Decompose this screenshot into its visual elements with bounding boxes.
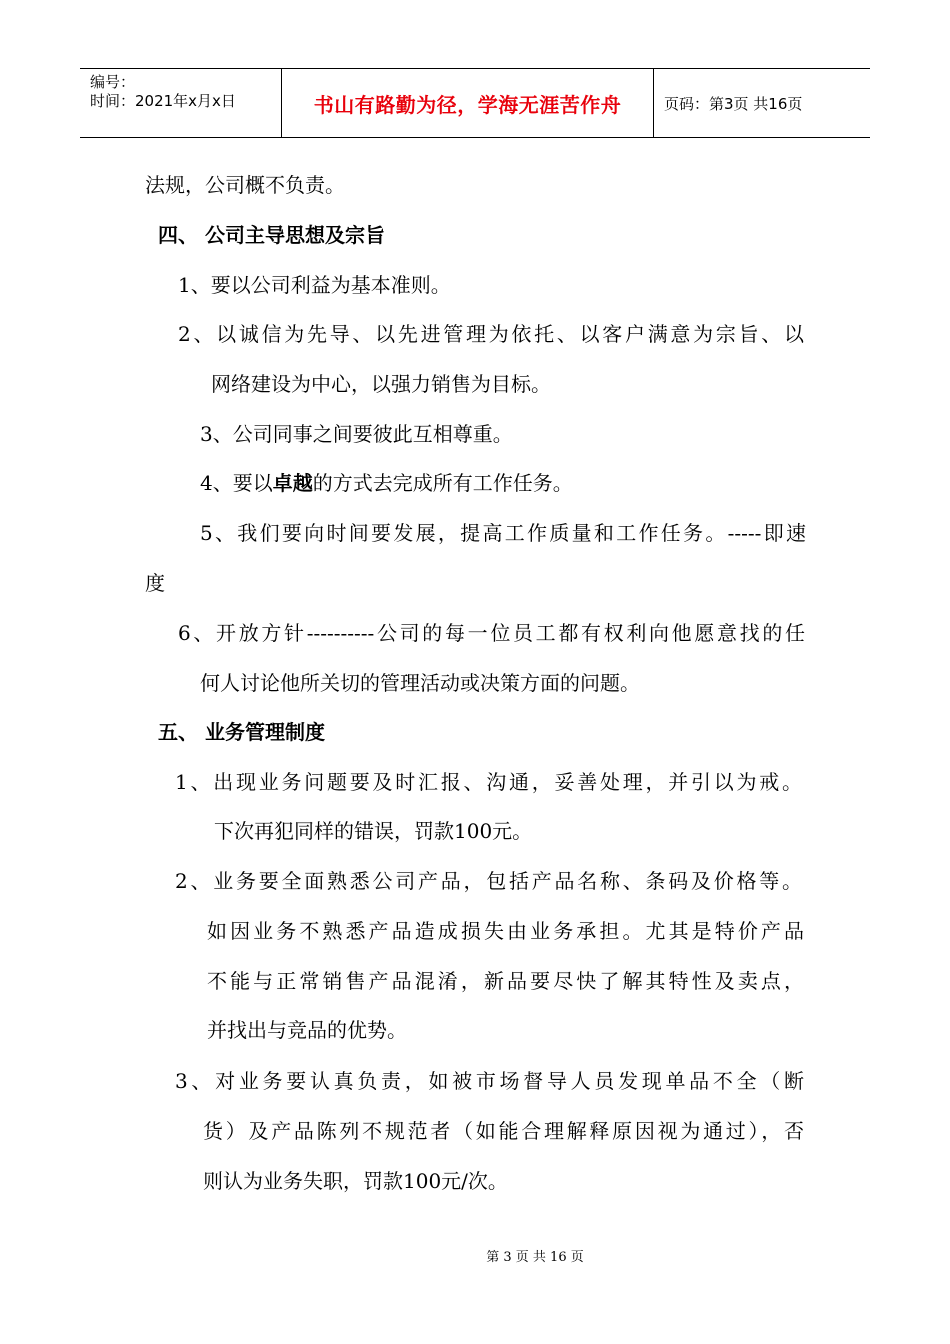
section-4-item-2-line-2: 网络建设为中心，以强力销售为目标。 — [211, 372, 551, 396]
document-header-table — [80, 68, 870, 138]
continuation-text: 法规，公司概不负责。 — [145, 173, 345, 197]
header-motto-cell — [282, 69, 654, 137]
page-footer — [0, 1246, 950, 1265]
item-4-suffix: 的方式去完成所有工作任务。 — [312, 471, 573, 495]
section-4-item-5-line-1: 5、我们要向时间要发展，提高工作质量和工作任务。-----即速 — [200, 521, 806, 545]
section-5-item-2-line-1: 2、业务要全面熟悉公司产品，包括产品名称、条码及价格等。 — [175, 869, 802, 893]
section-4-item-6-line-2: 何人讨论他所关切的管理活动或决策方面的问题。 — [200, 671, 640, 695]
section-5-heading: 五、 业务管理制度 — [158, 720, 325, 744]
document-date-label: 时间：2021年x月x日 — [90, 92, 236, 110]
section-5-item-2-line-3: 不能与正常销售产品混淆，新品要尽快了解其特性及卖点， — [207, 969, 804, 993]
section-5-item-3-line-3: 则认为业务失职，罚款100元/次。 — [203, 1169, 508, 1193]
section-5-item-2-line-4: 并找出与竞品的优势。 — [207, 1018, 407, 1042]
section-5-item-3-line-1: 3、对业务要认真负责，如被市场督导人员发现单品不全（断 — [175, 1069, 804, 1093]
item-4-prefix: 4、要以 — [200, 471, 273, 495]
section-5-item-2-line-2: 如因业务不熟悉产品造成损失由业务承担。尤其是特价产品 — [207, 919, 804, 943]
section-4-item-2-line-1: 2、以诚信为先导、以先进管理为依托、以客户满意为宗旨、以 — [178, 322, 804, 346]
section-4-item-5-line-2: 度 — [145, 571, 165, 595]
header-motto: 书山有路勤为径，学海无涯苦作舟 — [313, 92, 622, 117]
header-meta-cell — [80, 69, 282, 137]
header-page-number: 页码：第3页 共16页 — [664, 94, 803, 113]
document-number-label: 编号： — [90, 73, 136, 91]
section-5-item-3-line-2: 货）及产品陈列不规范者（如能合理解释原因视为通过），否 — [203, 1119, 804, 1143]
footer-page-number: 第 3 页 共 16 页 — [486, 1250, 584, 1265]
section-5-item-1-line-2: 下次再犯同样的错误，罚款100元。 — [214, 819, 533, 843]
section-5-item-1-line-1: 1、出现业务问题要及时汇报、沟通，妥善处理，并引以为戒。 — [175, 770, 802, 794]
section-4-item-3: 3、公司同事之间要彼此互相尊重。 — [200, 422, 513, 446]
header-page-cell — [654, 69, 870, 137]
section-4-item-1: 1、要以公司利益为基本准则。 — [178, 273, 451, 297]
section-4-item-6-line-1: 6、开放方针----------公司的每一位员工都有权利向他愿意找的任 — [178, 621, 805, 645]
section-4-heading: 四、 公司主导思想及宗旨 — [158, 223, 385, 247]
section-4-item-4 — [200, 470, 573, 496]
item-4-bold-word: 卓越 — [272, 471, 313, 495]
